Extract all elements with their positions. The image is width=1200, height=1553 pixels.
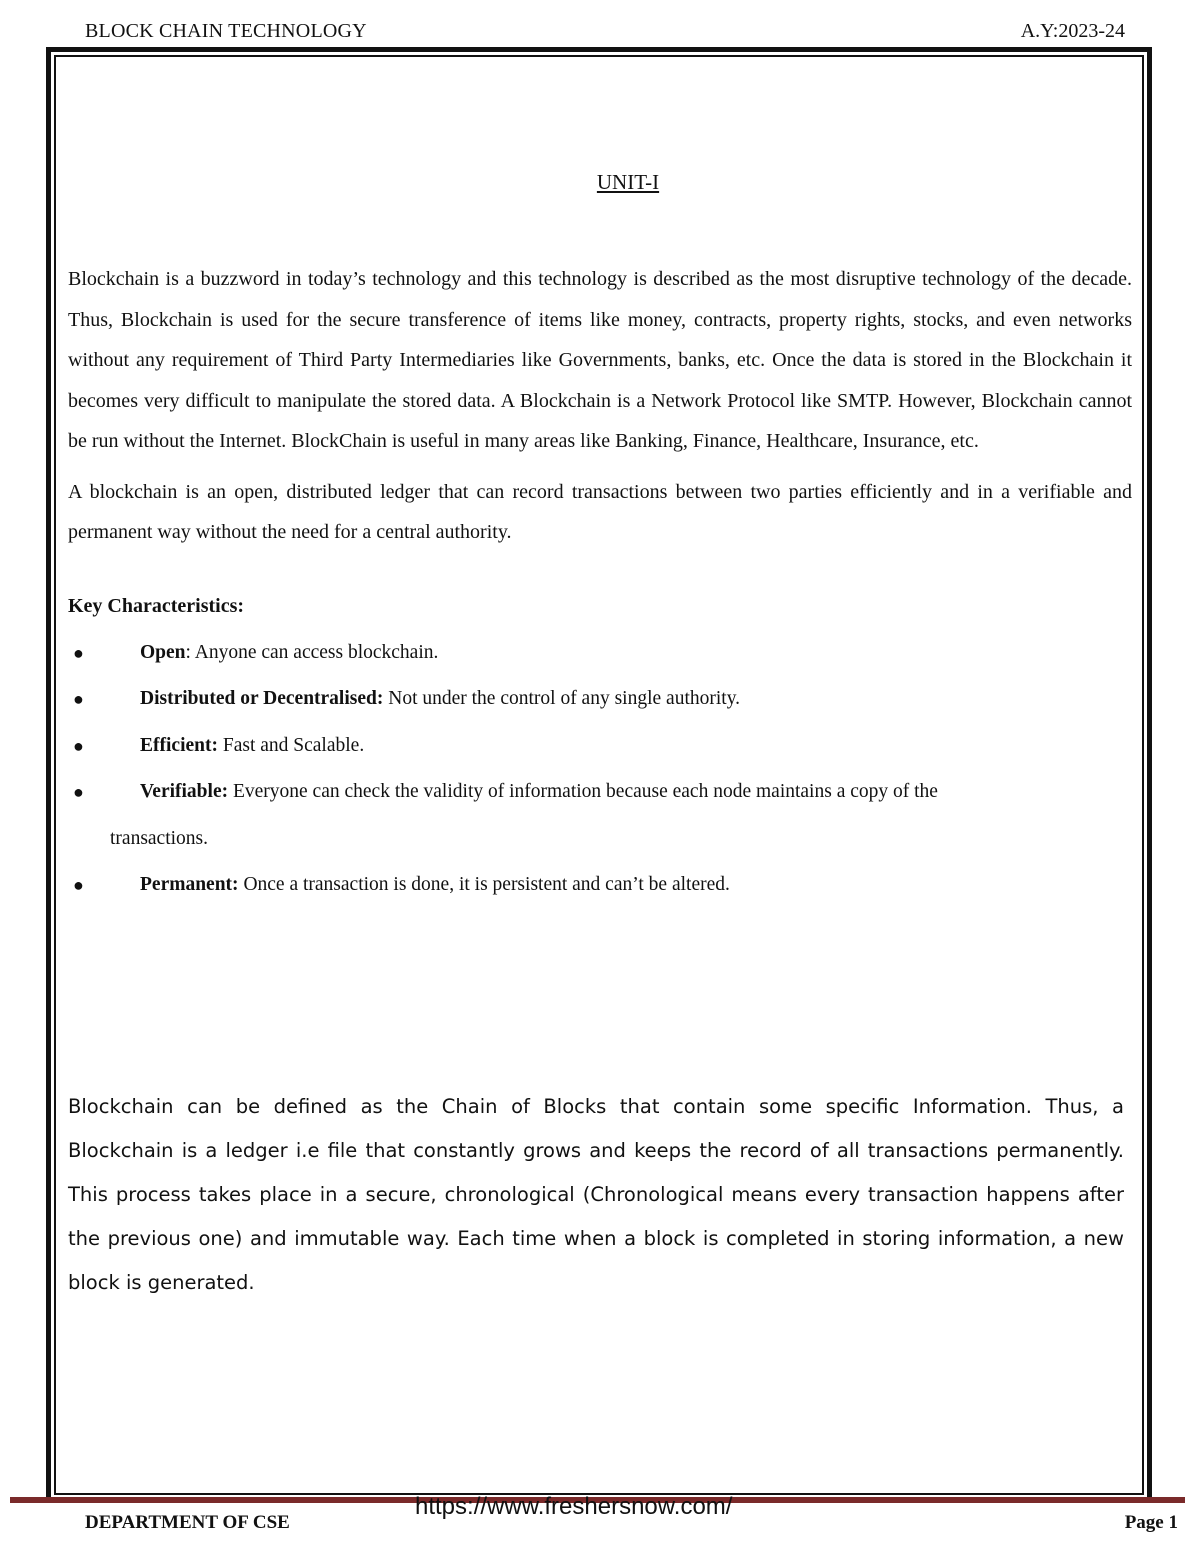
item-text: Fast and Scalable. xyxy=(217,734,365,756)
item-continuation: transactions. xyxy=(110,827,209,849)
list-item xyxy=(68,676,1132,723)
list-item xyxy=(68,723,1132,770)
list-item: ● Open: Anyone can access blockchain. xyxy=(68,630,1132,677)
item-text: Everyone can check the validity of information because each node maintains a copy of the xyxy=(228,781,938,802)
bullet-icon: ● xyxy=(73,642,84,663)
bullet-icon: ● xyxy=(73,875,84,895)
item-text: Once a transaction is done, it is persistent and can’t be altered. xyxy=(238,874,730,895)
department-label: DEPARTMENT OF CSE xyxy=(85,1512,290,1533)
list-item xyxy=(68,862,1132,909)
item-term: Distributed or Decentralised: xyxy=(140,688,384,709)
list-item xyxy=(68,769,1132,862)
page-number: Page 1 xyxy=(1124,1512,1178,1533)
footer-url[interactable]: https://www.freshersnow.com/ xyxy=(415,1493,733,1520)
bullet-icon: ● xyxy=(73,689,84,709)
item-term: Open xyxy=(140,641,186,663)
key-characteristics-heading: Key Characteristics: xyxy=(68,594,245,617)
intro-paragraph: Blockchain is a buzzword in today’s technology and this technology is described as the most disruptive technology of the decade. Thus, Blockchain is used for the secure transference of items like money, contracts, property rights, stocks, and even networks without any requirement of Third Party Intermediaries like Governments, banks, etc. Once the data is stored in the Blockchain it becomes very difficult to manipulate the stored data. A Blockchain is a Network Protocol like SMTP. However, Blockchain cannot be run without the Internet. BlockChain is useful in many areas like Banking, Finance, Healthcare, Insurance, etc. xyxy=(68,268,1132,452)
definition-paragraph: A blockchain is an open, distributed ledger that can record transactions between two parties efficiently and in a verifiable and permanent way without the need for a central authority. xyxy=(68,480,1132,543)
unit-title: UNIT-I xyxy=(596,170,660,194)
academic-year: A.Y:2023-24 xyxy=(1020,20,1125,42)
bullet-icon: ● xyxy=(73,782,84,802)
bullet-icon: ● xyxy=(73,735,84,756)
item-term: Efficient: xyxy=(140,734,218,756)
item-term: Permanent: xyxy=(140,874,239,895)
item-text: Not under the control of any single authority. xyxy=(383,688,741,709)
chain-of-blocks-paragraph: Blockchain can be defined as the Chain of Blocks that contain some specific Information. Thus, a Blockchain is a ledger i.e file that constantly grows and keeps the record of all transactions permanently. This process takes place in a secure, chronological (Chronological means every transaction happens after the previous one) and immutable way. Each time when a block is completed in storing information, a new block is generated. xyxy=(68,1094,1124,1294)
item-term: Verifiable: xyxy=(140,781,229,802)
item-text: Anyone can access blockchain. xyxy=(190,641,439,663)
characteristics-list xyxy=(68,630,1132,909)
main-content xyxy=(68,170,1132,909)
header-title: BLOCK CHAIN TECHNOLOGY xyxy=(85,20,367,42)
